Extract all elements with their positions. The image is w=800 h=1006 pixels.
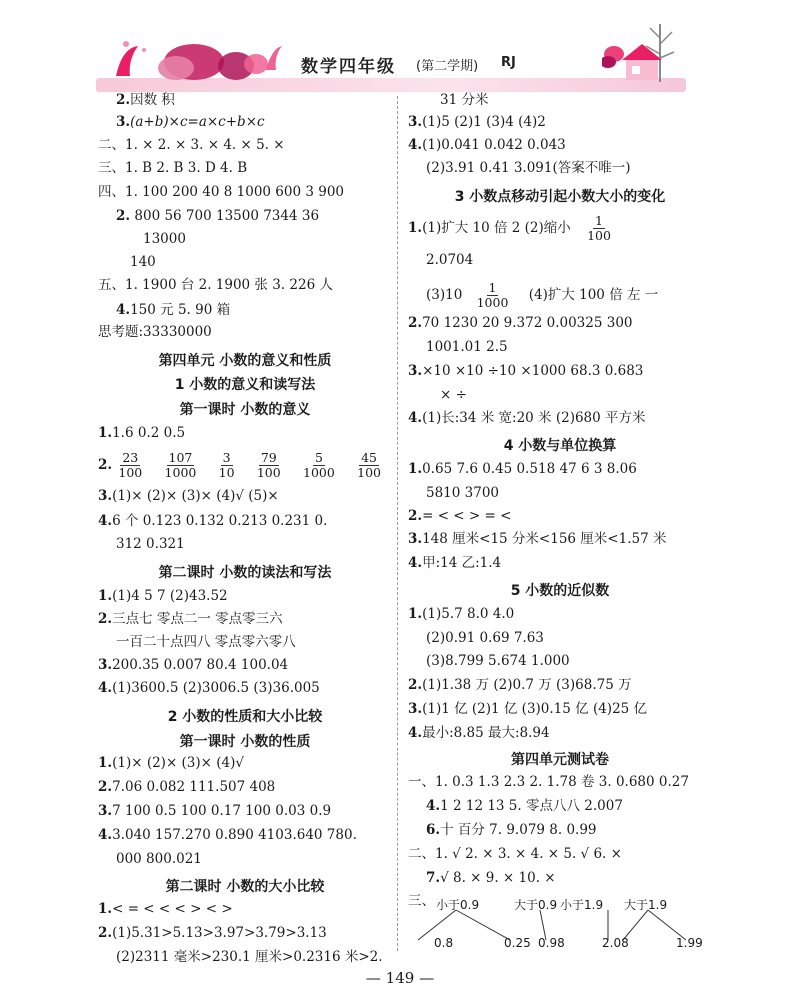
answer-line: 3.200.35 0.007 80.4 100.04 [98,657,289,673]
answer-line: 1.0.65 7.6 0.45 0.518 47 6 3 8.06 [408,461,637,477]
fraction: $\frac{45}{100}$ [357,450,381,480]
answer-line: 2.70 1230 20 9.372 0.00325 300 [408,315,633,331]
answer-line: (2)0.91 0.69 7.63 [426,630,544,646]
answer-line: 五、1. 1900 台 2. 1900 张 3. 226 人 [98,277,333,293]
lesson-heading: 第一课时 小数的意义 [179,402,311,418]
section-heading: 1 小数的意义和读写法 [174,377,316,393]
fraction: $\frac{5}{1000}$ [303,450,335,480]
answer-line: 2.(1)5.31>5.13>3.97>3.79>3.13 [98,925,327,941]
answer-line: 4.(1)3600.5 (2)3006.5 (3)36.005 [98,680,320,696]
fraction: $\frac{79}{100}$ [256,450,281,480]
section-heading: 5 小数的近似数 [510,583,610,599]
lesson-heading: 第二课时 小数的大小比较 [165,879,325,895]
answer-line: 思考题:33330000 [98,324,212,340]
answer-line: 1.(1)扩大 10 倍 2 (2)缩小 $\frac{1}{100}$ [408,213,611,243]
answer-line: 1.(1)5.7 8.0 4.0 [408,606,515,622]
answer-line: 三、1. B 2. B 3. D 4. B [98,160,248,176]
answer-line: 3.(1)× (2)× (3)× (4)√ (5)× [98,488,279,504]
answer-line: 2.0704 [426,252,474,268]
answer-line: 4.(1)长:34 米 宽:20 米 (2)680 平方米 [408,410,646,426]
answer-line: 1.1.6 0.2 0.5 [98,425,186,441]
answer-line: 4.3.040 157.270 0.890 4103.640 780. [98,827,357,843]
answer-line: 2.7.06 0.082 111.507 408 [98,779,276,795]
answer-line: 2.因数 积 [116,92,175,108]
lesson-heading: 第二课时 小数的读法和写法 [158,565,332,581]
book-title: 数学四年级 [301,57,396,77]
section-heading: 2 小数的性质和大小比较 [167,709,323,725]
answer-line: 4.1 2 12 13 5. 零点八八 2.007 [426,798,623,814]
answer-line: 4.甲:14 乙:1.4 [408,555,502,571]
fraction: $\frac{3}{10}$ [218,450,235,480]
answer-line: (3)10 $\frac{1}{1000}$ (4)扩大 100 倍 左 一 [426,280,659,310]
flower-decoration-icon [96,36,296,92]
answer-line: 31 分米 [440,92,489,108]
lesson-heading: 第一课时 小数的性质 [179,734,311,750]
fraction-answer-line: 2. $\frac{23}{100}$ $\frac{107}{1000}$ $\frac{3}{10}$ $\frac{79}{100}$ $\frac{5}{1000}$ $\frac{45}{100}$ [98,450,381,480]
tree-label: 小于0.9 [436,898,480,912]
answer-line: 2.三点七 零点二一 零点零三六 [98,611,283,627]
answer-line: 140 [130,254,156,270]
answer-line: 二、1. × 2. × 3. × 4. × 5. × [98,137,285,153]
answer-line: 1.(1)× (2)× (3)× (4)√ [98,755,244,771]
answer-line: 4.6 个 0.123 0.132 0.213 0.231 0. [98,513,328,529]
answer-line: 3.148 厘米<15 分米<156 厘米<1.57 米 [408,531,667,547]
tree-label: 大于1.9 [624,898,668,912]
answer-line: 5810 3700 [426,485,500,501]
answer-line: 2. 800 56 700 13500 7344 36 [116,208,320,224]
answer-line: (2)3.91 0.41 3.091(答案不唯一) [426,160,631,176]
section-heading: 4 小数与单位换算 [503,438,617,454]
book-semester: (第二学期) [416,59,479,74]
answer-line: 6.十 百分 7. 9.079 8. 0.99 [426,822,597,838]
answer-line: 1.(1)4 5 7 (2)43.52 [98,588,228,604]
answer-line: 312 0.321 [116,536,185,552]
tree-value: 0.25 [504,936,531,950]
fraction: $\frac{107}{1000}$ [164,450,197,480]
answer-line: (2)2311 毫米>230.1 厘米>0.2316 米>2. [116,949,383,965]
answer-line: 一、1. 0.3 1.3 2.3 2. 1.78 卷 3. 0.680 0.27 [408,774,689,790]
answer-line: 7.√ 8. × 9. × 10. × [426,870,556,886]
answer-line: 四、1. 100 200 40 8 1000 600 3 900 [98,184,344,200]
house-tree-decoration-icon [602,14,692,94]
answer-line: 3.7 100 0.5 100 0.17 100 0.03 0.9 [98,803,332,819]
answer-line: 三、 [408,893,435,909]
answer-line: 4.150 元 5. 90 箱 [116,302,231,318]
test-heading: 第四单元测试卷 [511,752,609,768]
tree-label: 大于0.9 [514,898,558,912]
answer-line: 3.(1)5 (2)1 (3)4 (4)2 [408,114,546,130]
fraction: $\frac{1}{1000}$ [476,280,509,310]
answer-line: 4.最小:8.85 最大:8.94 [408,725,550,741]
tree-value: 1.99 [676,936,703,950]
tree-value: 0.98 [538,936,565,950]
answer-line: 3.(1)1 亿 (2)1 亿 (3)0.15 亿 (4)25 亿 [408,701,648,717]
answer-line: 1.< = < < < > < > [98,901,233,917]
answer-line: 2.(1)1.38 万 (2)0.7 万 (3)68.75 万 [408,677,632,693]
section-heading: 3 小数点移动引起小数大小的变化 [454,189,666,205]
answer-line: 000 800.021 [116,851,202,867]
fraction: $\frac{23}{100}$ [118,450,143,480]
book-edition: RJ [501,55,516,70]
answer-line: 1001.01 2.5 [426,339,508,355]
page-header [96,36,686,94]
tree-value: 0.8 [434,936,454,950]
answer-line: 13000 [143,231,186,247]
answer-line: (3)8.799 5.674 1.000 [426,653,570,669]
answer-line: 3.(a+b)×c=a×c+b×c [116,114,265,130]
answer-line: 二、1. √ 2. × 3. × 4. × 5. √ 6. × [408,846,622,862]
answer-line: 2.= < < > = < [408,508,512,524]
answer-line: 3.×10 ×10 ÷10 ×1000 68.3 0.683 [408,363,644,379]
answer-line: 4.(1)0.041 0.042 0.043 [408,137,566,153]
fraction: $\frac{1}{100}$ [587,213,611,243]
answer-line: × ÷ [440,387,467,403]
answer-line: 一百二十点四八 零点零六零八 [116,634,296,650]
column-divider [397,96,398,951]
tree-value: 2.08 [602,936,629,950]
page-number: — 149 — [365,969,435,987]
unit-heading: 第四单元 小数的意义和性质 [158,353,332,369]
tree-label: 小于1.9 [560,898,604,912]
